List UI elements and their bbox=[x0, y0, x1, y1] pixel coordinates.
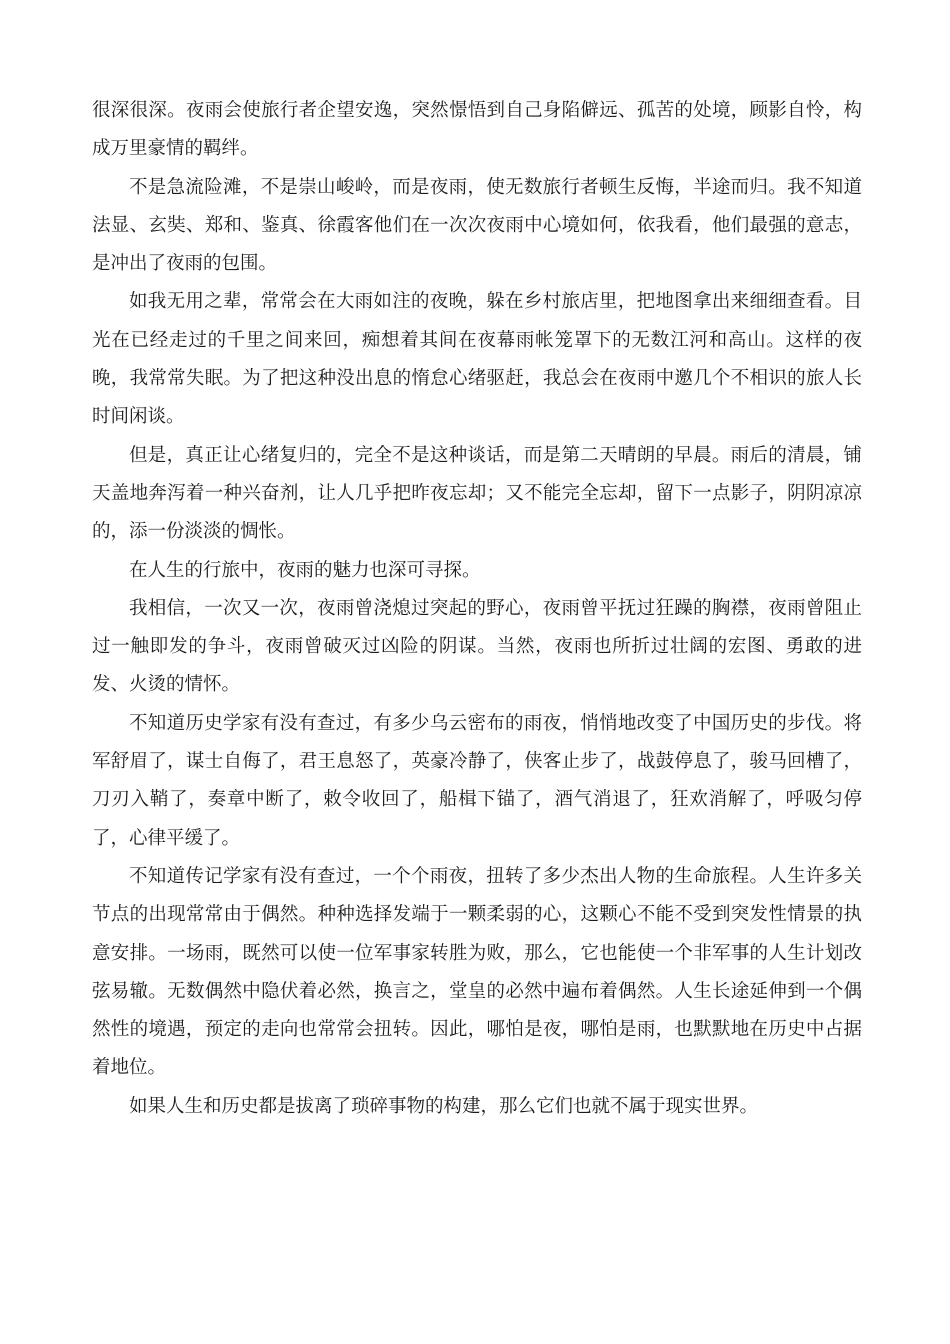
paragraph: 如我无用之辈，常常会在大雨如注的夜晚，躲在乡村旅店里，把地图拿出来细细查看。目光在已经走过的千里之间来回，痴想着其间在夜幕雨帐笼罩下的无数江河和高山。这样的夜晚，我常常失眠。为了把这种没出息的惰怠心绪驱赶，我总会在夜雨中邀几个不相识的旅人长时间闲谈。 bbox=[92, 291, 862, 428]
paragraph: 不知道历史学家有没有查过，有多少乌云密布的雨夜，悄悄地改变了中国历史的步伐。将军舒眉了，谋士自侮了，君王息怒了，英豪冷静了，侠客止步了，战鼓停息了，骏马回槽了，刀刃入鞘了，奏章中断了，敕令收回了，船楫下锚了，酒气消退了，狂欢消解了，呼吸匀停了，心律平缓了。 bbox=[92, 712, 862, 849]
paragraph: 不是急流险滩，不是崇山峻岭，而是夜雨，使无数旅行者顿生反悔，半途而归。我不知道法显、玄奘、郑和、鉴真、徐霞客他们在一次次夜雨中心境如何，依我看，他们最强的意志，是冲出了夜雨的包围。 bbox=[92, 176, 862, 275]
paragraph: 但是，真正让心绪复归的，完全不是这种谈话，而是第二天晴朗的早晨。雨后的清晨，铺天盖地奔泻着一种兴奋剂，让人几乎把昨夜忘却；又不能完全忘却，留下一点影子，阴阴凉凉的，添一份淡淡的惆怅。 bbox=[92, 444, 862, 543]
paragraph: 我相信，一次又一次，夜雨曾浇熄过突起的野心，夜雨曾平抚过狂躁的胸襟，夜雨曾阻止过一触即发的争斗，夜雨曾破灭过凶险的阴谋。当然，夜雨也所折过壮阔的宏图、勇敢的进发、火烫的情怀。 bbox=[92, 597, 862, 696]
paragraph: 在人生的行旅中，夜雨的魅力也深可寻探。 bbox=[129, 559, 481, 581]
paragraph: 不知道传记学家有没有查过，一个个雨夜，扭转了多少杰出人物的生命旅程。人生许多关节点的出现常常由于偶然。种种选择发端于一颗柔弱的心，这颗心不能不受到突发性情景的执意安排。一场雨，既然可以使一位军事家转胜为败，那么，它也能使一个非军事的人生计划改弦易辙。无数偶然中隐伏着必然，换言之，堂皇的必然中遍布着偶然。人生长途延伸到一个偶然性的境遇，预定的走向也常常会扭转。因此，哪怕是夜，哪怕是雨，也默默地在历史中占据着地位。 bbox=[92, 865, 862, 1079]
paragraph: 如果人生和历史都是拔离了琐碎事物的构建，那么它们也就不属于现实世界。 bbox=[129, 1095, 759, 1117]
paragraph: 很深很深。夜雨会使旅行者企望安逸，突然憬悟到自己身陷僻远、孤苦的处境，顾影自怜，构成万里豪情的羁绊。 bbox=[92, 100, 862, 160]
document-body bbox=[92, 92, 862, 1126]
